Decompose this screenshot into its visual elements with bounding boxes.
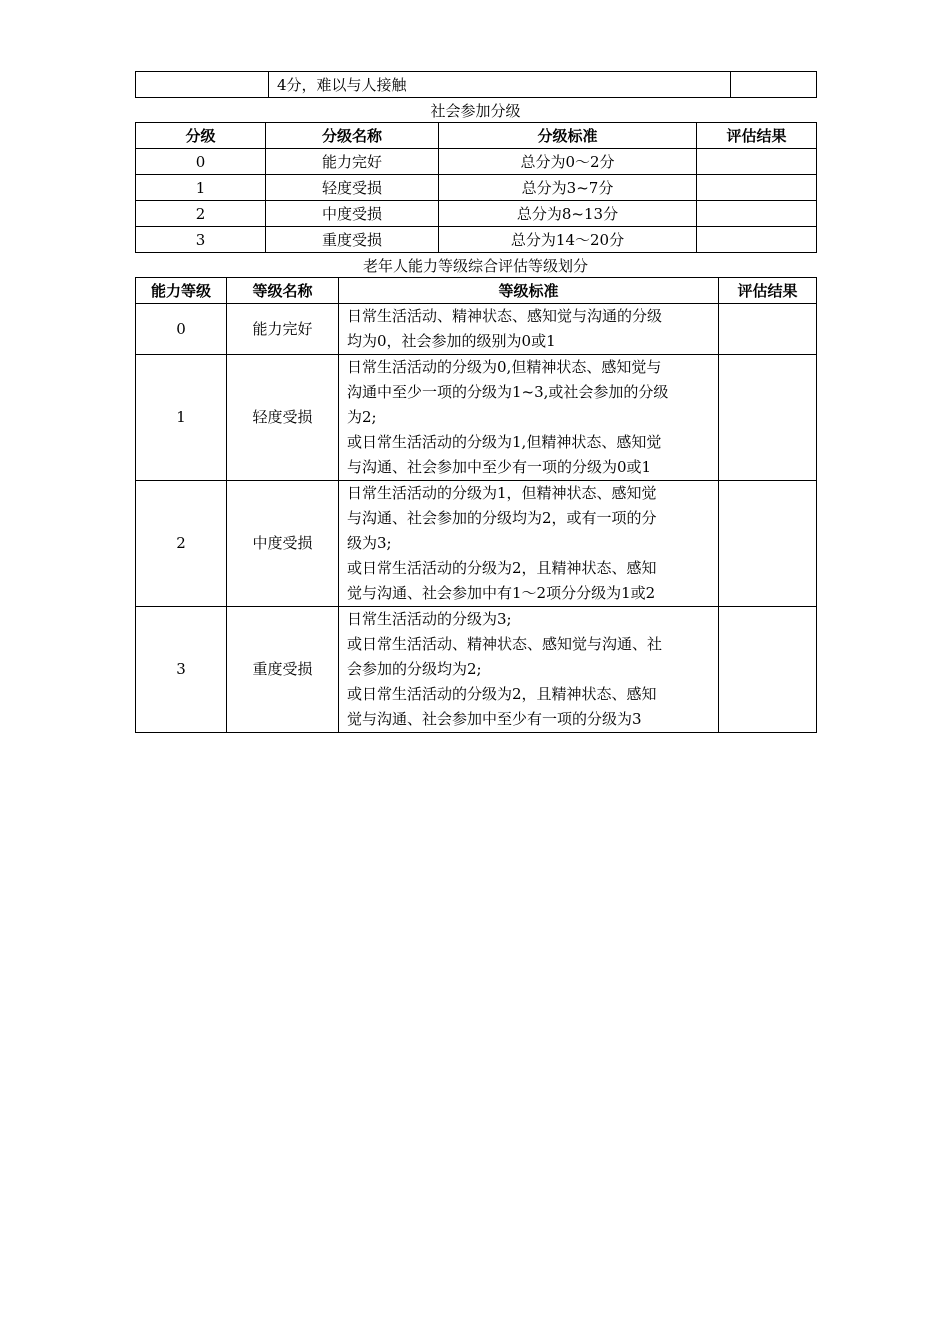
standard-line: 均为0，社会参加的级别为0或1 <box>347 332 556 350</box>
column-header: 分级 <box>136 123 266 149</box>
level-cell: 2 <box>136 201 266 227</box>
name-cell: 能力完好 <box>227 304 339 355</box>
previous-table-tail <box>135 71 817 98</box>
result-cell[interactable] <box>697 201 817 227</box>
level-cell: 1 <box>136 175 266 201</box>
standard-cell <box>339 355 719 481</box>
standard-line: 与沟通、社会参加的分级均为2，或有一项的分 <box>347 509 657 527</box>
standard-line: 为2; <box>347 408 377 426</box>
standard-cell <box>339 607 719 733</box>
standard-line: 日常生活活动的分级为1，但精神状态、感知觉 <box>347 484 657 502</box>
result-cell[interactable] <box>697 227 817 253</box>
table-header-row <box>136 123 817 149</box>
name-cell: 中度受损 <box>227 481 339 607</box>
table-row <box>136 481 817 607</box>
column-header: 能力等级 <box>136 278 227 304</box>
standard-cell: 总分为8~13分 <box>439 201 697 227</box>
table-row <box>136 304 817 355</box>
standard-cell: 总分为14～20分 <box>439 227 697 253</box>
name-cell: 重度受损 <box>227 607 339 733</box>
table-row <box>136 227 817 253</box>
standard-line: 级为3; <box>347 534 392 552</box>
standard-line: 会参加的分级均为2; <box>347 660 482 678</box>
standard-line: 日常生活活动的分级为3; <box>347 610 512 628</box>
standard-line: 日常生活活动、精神状态、感知觉与沟通的分级 <box>347 307 663 325</box>
table-row <box>136 149 817 175</box>
level-cell: 1 <box>136 355 227 481</box>
standard-line: 与沟通、社会参加中至少有一项的分级为0或1 <box>347 458 652 476</box>
standard-line: 觉与沟通、社会参加中至少有一项的分级为3 <box>347 710 642 728</box>
column-header: 评估结果 <box>719 278 817 304</box>
table-row <box>136 355 817 481</box>
standard-cell <box>339 481 719 607</box>
level-cell: 3 <box>136 607 227 733</box>
overall-assessment-table <box>135 277 817 733</box>
column-header: 等级标准 <box>339 278 719 304</box>
table-row <box>136 175 817 201</box>
standard-line: 觉与沟通、社会参加中有1～2项分分级为1或2 <box>347 584 656 602</box>
result-cell[interactable] <box>719 481 817 607</box>
result-cell[interactable] <box>697 149 817 175</box>
standard-line: 或日常生活活动的分级为2，且精神状态、感知 <box>347 559 657 577</box>
column-header: 分级名称 <box>266 123 439 149</box>
level-cell: 0 <box>136 304 227 355</box>
standard-line: 或日常生活活动、精神状态、感知觉与沟通、社 <box>347 635 663 653</box>
column-header: 等级名称 <box>227 278 339 304</box>
social-table-caption: 社会参加分级 <box>430 102 521 120</box>
name-cell: 轻度受损 <box>227 355 339 481</box>
name-cell: 能力完好 <box>266 149 439 175</box>
standard-cell: 总分为0～2分 <box>439 149 697 175</box>
social-participation-table <box>135 122 817 253</box>
name-cell: 中度受损 <box>266 201 439 227</box>
table-header-row <box>136 278 817 304</box>
table-row <box>136 201 817 227</box>
name-cell: 重度受损 <box>266 227 439 253</box>
result-cell[interactable] <box>697 175 817 201</box>
table-cell: 4分，难以与人接触 <box>269 72 731 98</box>
standard-line: 日常生活活动的分级为0,但精神状态、感知觉与 <box>347 358 662 376</box>
standard-cell <box>339 304 719 355</box>
column-header: 分级标准 <box>439 123 697 149</box>
standard-line: 或日常生活活动的分级为1,但精神状态、感知觉 <box>347 433 662 451</box>
level-cell: 3 <box>136 227 266 253</box>
table-cell <box>731 72 817 98</box>
overall-table-caption: 老年人能力等级综合评估等级划分 <box>362 257 588 275</box>
level-cell: 0 <box>136 149 266 175</box>
standard-line: 沟通中至少一项的分级为1~3,或社会参加的分级 <box>347 383 669 401</box>
table-row <box>136 607 817 733</box>
name-cell: 轻度受损 <box>266 175 439 201</box>
standard-line: 或日常生活活动的分级为2，且精神状态、感知 <box>347 685 657 703</box>
level-cell: 2 <box>136 481 227 607</box>
table-cell <box>136 72 269 98</box>
result-cell[interactable] <box>719 304 817 355</box>
column-header: 评估结果 <box>697 123 817 149</box>
table-row <box>136 72 817 98</box>
result-cell[interactable] <box>719 607 817 733</box>
result-cell[interactable] <box>719 355 817 481</box>
standard-cell: 总分为3~7分 <box>439 175 697 201</box>
